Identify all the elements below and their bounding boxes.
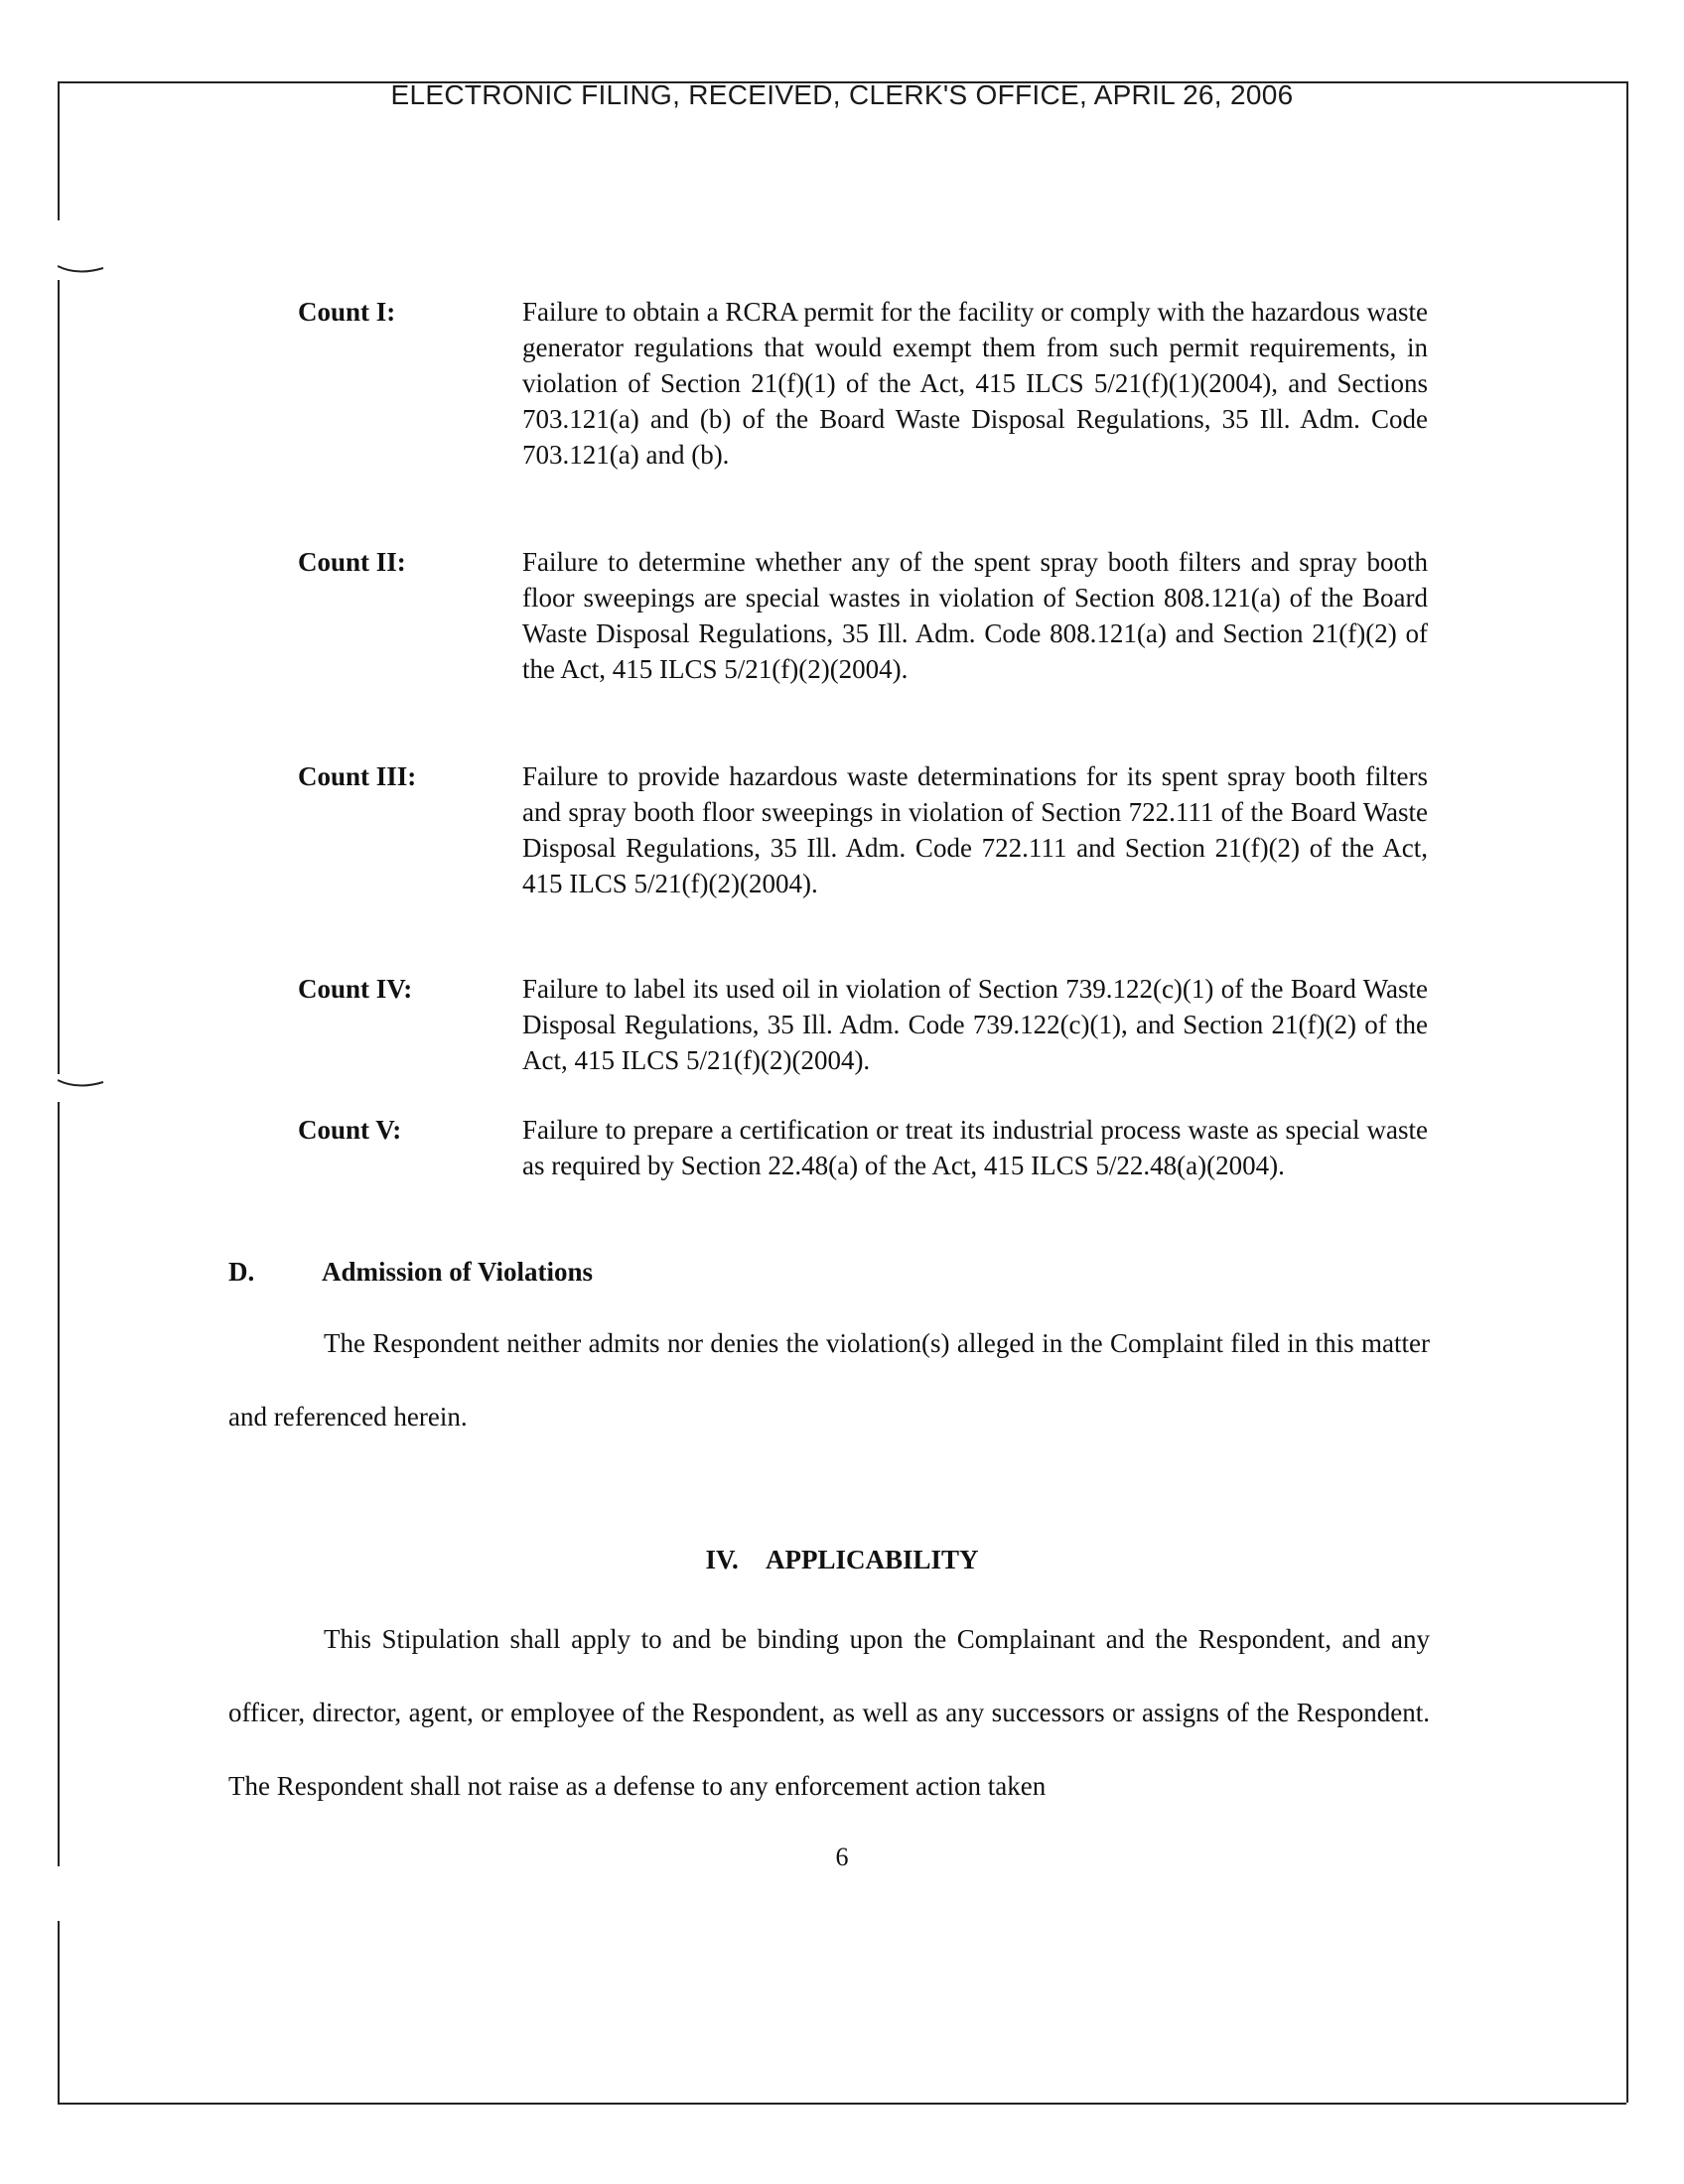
count-label: Count V: — [298, 1115, 402, 1145]
scan-frame-left-line — [58, 280, 60, 1074]
binder-hole-mark — [58, 264, 105, 278]
count-description: Failure to provide hazardous waste determinations for its spent spray booth filters and spray booth floor sweepings in violation of Section 722.111 of the Board Waste Disposal Regulations, 35 Ill. Adm. Code 722.111 and Section 21(f)(2) of the Act, 415 ILCS 5/21(f)(2)(2004). — [522, 761, 1428, 898]
scan-frame-left-line — [58, 1921, 60, 2103]
binder-hole-mark — [58, 1078, 105, 1092]
count-label: Count III: — [298, 761, 417, 791]
filing-stamp-header: ELECTRONIC FILING, RECEIVED, CLERK'S OFFICE, APRIL 26, 2006 — [390, 79, 1294, 110]
count-description: Failure to obtain a RCRA permit for the facility or comply with the hazardous waste generator regulations that would exempt them from such permit requirements, in violation of Section 21(f)(1) of the Act, 415 ILCS 5/21(f)(1)(2004), and Sections 703.121(a) and (b) of the Board Waste Disposal Regulations, 35 Ill. Adm. Code 703.121(a) and (b). — [522, 297, 1428, 470]
section-iv-body: This Stipulation shall apply to and be binding upon the Complainant and the Respondent, and any officer, director, agent, or employee of the Respondent, as well as any successors or assigns of the Respondent. The Respondent shall not raise as a defense to any enforcement action taken — [228, 1624, 1430, 1801]
section-iv-heading: IV. APPLICABILITY — [705, 1545, 979, 1574]
count-label: Count IV: — [298, 974, 413, 1004]
section-d-letter: D. — [228, 1257, 255, 1287]
section-d-title: Admission of Violations — [322, 1257, 594, 1287]
section-d-heading — [228, 1257, 593, 1288]
count-description: Failure to label its used oil in violation of Section 739.122(c)(1) of the Board Waste Disposal Regulations, 35 Ill. Adm. Code 739.122(c)(1), and Section 21(f)(2) of the Act, 415 ILCS 5/21(f)(2)(2004). — [522, 974, 1428, 1075]
section-d-body: The Respondent neither admits nor denies the violation(s) alleged in the Complaint filed in this matter and referenced herein. — [228, 1328, 1430, 1432]
scan-frame-right-line — [1626, 81, 1628, 2103]
count-description: Failure to prepare a certification or treat its industrial process waste as special waste as required by Section 22.48(a) of the Act, 415 ILCS 5/22.48(a)(2004). — [522, 1115, 1428, 1180]
page-number: 6 — [835, 1843, 849, 1871]
count-description: Failure to determine whether any of the spent spray booth filters and spray booth floor sweepings are special wastes in violation of Section 808.121(a) of the Board Waste Disposal Regulations, 35 Ill. Adm. Code 808.121(a) and Section 21(f)(2) of the Act, 415 ILCS 5/21(f)(2)(2004). — [522, 547, 1428, 684]
count-label: Count II: — [298, 547, 406, 577]
count-label: Count I: — [298, 297, 396, 327]
scan-frame-left-line — [58, 1102, 60, 1866]
scan-frame-bottom-line — [58, 2103, 1626, 2105]
